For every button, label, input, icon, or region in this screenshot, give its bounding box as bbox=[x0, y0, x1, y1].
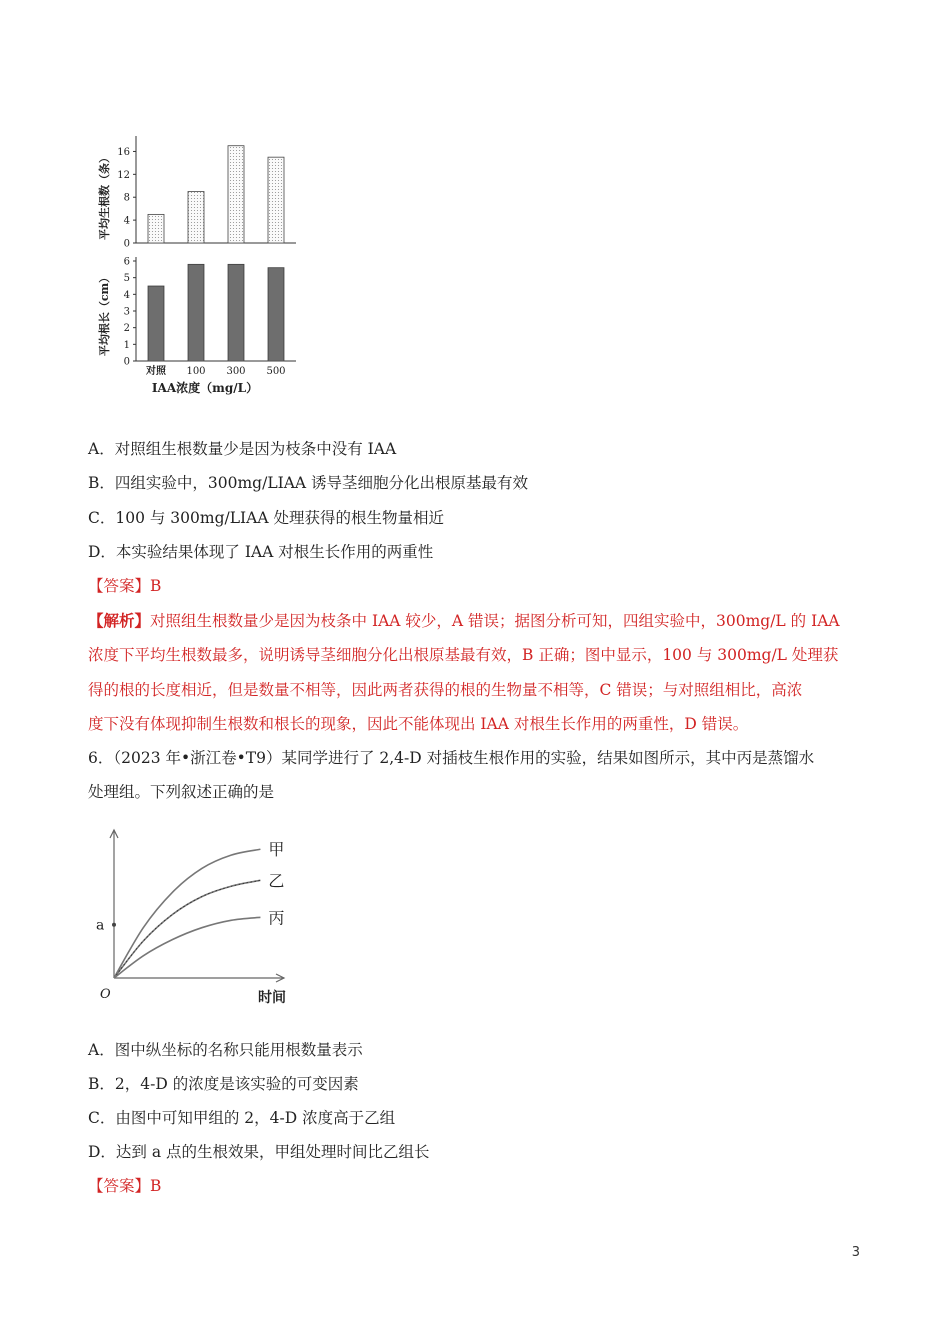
y-tick-label: 16 bbox=[117, 146, 130, 158]
q6-answer: 【答案】B bbox=[88, 1177, 162, 1195]
analysis-text-1: 对照组生根数量少是因为枝条中 IAA 较少，A 错误；据图分析可知，四组实验中，300mg/L 的 IAA bbox=[150, 612, 840, 630]
a-label: a bbox=[96, 917, 105, 934]
series-label-2: 丙 bbox=[268, 908, 285, 928]
bar-0-1 bbox=[188, 192, 204, 244]
series-label-0: 甲 bbox=[268, 840, 285, 860]
q6-option-c: C．由图中可知甲组的 2，4-D 浓度高于乙组 bbox=[88, 1109, 396, 1127]
category-label: 100 bbox=[186, 366, 206, 377]
iaa-bar-charts bbox=[88, 128, 388, 418]
rooting-time-chart bbox=[88, 822, 318, 1022]
page-number: 3 bbox=[851, 1245, 860, 1260]
root-length-chart bbox=[124, 257, 296, 378]
y-tick-label: 5 bbox=[123, 273, 130, 285]
q5-analysis-line-4: 度下没有体现抑制生根数和根长的现象，因此不能体现出 IAA 对根生长作用的两重性，D 错误。 bbox=[88, 715, 749, 733]
root-count-axis-label: 平均生根数（条） bbox=[98, 152, 111, 240]
category-label: 500 bbox=[266, 366, 286, 377]
y-tick-label: 3 bbox=[123, 306, 130, 318]
y-tick-label: 6 bbox=[123, 256, 130, 268]
bar-0-3 bbox=[268, 157, 284, 243]
bar-0-0 bbox=[148, 214, 164, 243]
category-label: 300 bbox=[226, 366, 246, 377]
series-line-2 bbox=[114, 917, 260, 978]
bar-1-2 bbox=[228, 264, 244, 361]
root-count-chart bbox=[117, 136, 296, 250]
series-line-0 bbox=[114, 849, 260, 978]
a-point-marker bbox=[112, 923, 116, 927]
x-axis-label: 时间 bbox=[258, 990, 286, 1006]
origin-label: O bbox=[100, 987, 111, 1002]
q6-option-d: D．达到 a 点的生根效果，甲组处理时间比乙组长 bbox=[88, 1143, 430, 1161]
y-tick-label: 0 bbox=[123, 356, 130, 368]
q5-option-b: B．四组实验中，300mg/LIAA 诱导茎细胞分化出根原基最有效 bbox=[88, 474, 529, 492]
q6-option-a: A．图中纵坐标的名称只能用根数量表示 bbox=[88, 1041, 363, 1059]
analysis-label: 【解析】 bbox=[88, 611, 151, 630]
category-label: 对照 bbox=[146, 366, 166, 377]
y-tick-label: 4 bbox=[123, 289, 130, 301]
iaa-concentration-axis-label: IAA浓度（mg/L） bbox=[151, 381, 259, 395]
q6-stem-line-2: 处理组。下列叙述正确的是 bbox=[88, 783, 275, 801]
series-label-1: 乙 bbox=[268, 871, 285, 891]
y-tick-label: 0 bbox=[123, 238, 130, 250]
y-tick-label: 2 bbox=[123, 323, 130, 335]
bar-1-1 bbox=[188, 264, 204, 361]
q5-analysis-line-3: 得的根的长度相近，但是数量不相等，因此两者获得的根的生物量不相等，C 错误；与对照组相比，高浓 bbox=[88, 681, 803, 699]
bar-1-3 bbox=[268, 268, 284, 361]
q5-answer: 【答案】B bbox=[88, 577, 162, 595]
q5-option-a: A．对照组生根数量少是因为枝条中没有 IAA bbox=[88, 440, 397, 458]
q6-stem-line-1: 6．（2023 年•浙江卷•T9）某同学进行了 2,4-D 对插枝生根作用的实验，结果如图所示，其中丙是蒸馏水 bbox=[88, 749, 815, 767]
series-line-dots-1 bbox=[114, 880, 260, 978]
y-tick-label: 8 bbox=[123, 192, 130, 204]
rooting-time-plot bbox=[96, 830, 286, 1006]
q5-option-d: D．本实验结果体现了 IAA 对根生长作用的两重性 bbox=[88, 543, 434, 561]
bar-0-2 bbox=[228, 146, 244, 243]
series-line-1 bbox=[114, 880, 260, 978]
q6-option-b: B．2，4-D 的浓度是该实验的可变因素 bbox=[88, 1075, 359, 1093]
q5-analysis-line-1 bbox=[88, 609, 840, 631]
bar-1-0 bbox=[148, 286, 164, 361]
q5-option-c: C．100 与 300mg/LIAA 处理获得的根生物量相近 bbox=[88, 509, 444, 527]
y-tick-label: 4 bbox=[123, 215, 130, 227]
root-length-axis-label: 平均根长（cm） bbox=[98, 271, 111, 357]
y-tick-label: 12 bbox=[117, 169, 130, 181]
q5-analysis-line-2: 浓度下平均生根数最多，说明诱导茎细胞分化出根原基最有效，B 正确；图中显示，100 与 300mg/L 处理获 bbox=[88, 646, 839, 664]
y-tick-label: 1 bbox=[123, 339, 130, 351]
